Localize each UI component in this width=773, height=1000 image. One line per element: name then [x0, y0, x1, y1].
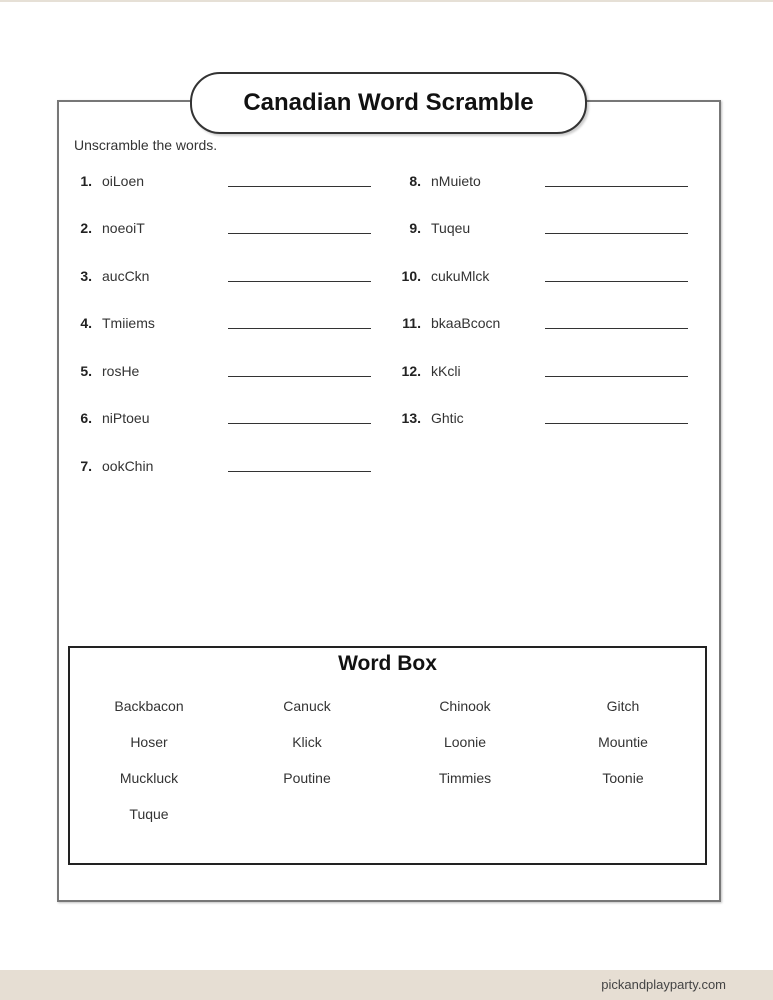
- answer-line[interactable]: [228, 281, 371, 282]
- answer-line[interactable]: [228, 471, 371, 472]
- top-strip: [0, 0, 773, 2]
- footer-site-link[interactable]: pickandplayparty.com: [601, 977, 726, 992]
- scramble-item: [64, 456, 202, 476]
- word-box-word: Hoser: [130, 734, 168, 750]
- word-box-word: Loonie: [443, 734, 487, 750]
- scrambled-word: Tmiiems: [102, 315, 155, 331]
- scramble-item: [64, 171, 202, 191]
- word-box-word: Mountie: [598, 734, 648, 750]
- answer-line[interactable]: [545, 186, 688, 187]
- scramble-item: [393, 361, 531, 381]
- item-number: 8.: [409, 173, 421, 189]
- word-box: [68, 646, 707, 865]
- scramble-item: [64, 266, 202, 286]
- word-box-title: Word Box: [338, 652, 437, 675]
- word-box-word: Backbacon: [114, 698, 184, 714]
- answer-line[interactable]: [545, 281, 688, 282]
- item-number: 9.: [409, 220, 421, 236]
- scramble-item: [64, 218, 202, 238]
- word-box-word: Canuck: [283, 698, 331, 714]
- word-box-word: Poutine: [283, 770, 331, 786]
- instructions: Unscramble the words.: [74, 137, 218, 153]
- scramble-item: [393, 313, 531, 333]
- scrambled-word: noeoiT: [102, 220, 145, 236]
- scramble-item: [393, 218, 531, 238]
- item-number: 5.: [80, 363, 92, 379]
- item-number: 4.: [80, 315, 92, 331]
- scramble-item: [393, 408, 531, 428]
- answer-line[interactable]: [228, 328, 371, 329]
- scrambled-word: Ghtic: [431, 410, 464, 426]
- word-box-word: Klick: [292, 734, 322, 750]
- scrambled-word: ookChin: [102, 458, 154, 474]
- answer-line[interactable]: [228, 376, 371, 377]
- scrambled-word: kKcli: [431, 363, 461, 379]
- page-title: Canadian Word Scramble: [243, 89, 534, 116]
- item-number: 13.: [401, 410, 421, 426]
- word-box-word: Timmies: [438, 770, 492, 786]
- item-number: 3.: [80, 268, 92, 284]
- scrambled-word: cukuMlck: [431, 268, 490, 284]
- scrambled-word: Tuqeu: [431, 220, 471, 236]
- word-box-word: Gitch: [606, 698, 640, 714]
- item-number: 10.: [401, 268, 421, 284]
- word-box-word: Toonie: [602, 770, 644, 786]
- scramble-item: [64, 361, 202, 381]
- item-number: 2.: [80, 220, 92, 236]
- answer-line[interactable]: [545, 233, 688, 234]
- scramble-item: [393, 171, 531, 191]
- word-box-word: Chinook: [439, 698, 491, 714]
- answer-line[interactable]: [228, 233, 371, 234]
- scrambled-word: nMuieto: [431, 173, 481, 189]
- scrambled-word: rosHe: [102, 363, 140, 379]
- word-box-word: Muckluck: [119, 770, 179, 786]
- scramble-item: [64, 313, 202, 333]
- answer-line[interactable]: [545, 423, 688, 424]
- footer-bar: [0, 970, 773, 1000]
- answer-line[interactable]: [228, 423, 371, 424]
- word-box-word: Tuque: [129, 806, 169, 822]
- scrambled-word: bkaaBcocn: [431, 315, 501, 331]
- item-number: 6.: [80, 410, 92, 426]
- item-number: 7.: [80, 458, 92, 474]
- scrambled-word: niPtoeu: [102, 410, 150, 426]
- item-number: 1.: [80, 173, 92, 189]
- scrambled-word: aucCkn: [102, 268, 150, 284]
- title-banner: [190, 72, 587, 134]
- item-number: 12.: [401, 363, 421, 379]
- answer-line[interactable]: [228, 186, 371, 187]
- answer-line[interactable]: [545, 328, 688, 329]
- scramble-item: [393, 266, 531, 286]
- scramble-item: [64, 408, 202, 428]
- scrambled-word: oiLoen: [102, 173, 145, 189]
- answer-line[interactable]: [545, 376, 688, 377]
- item-number: 11.: [402, 315, 421, 331]
